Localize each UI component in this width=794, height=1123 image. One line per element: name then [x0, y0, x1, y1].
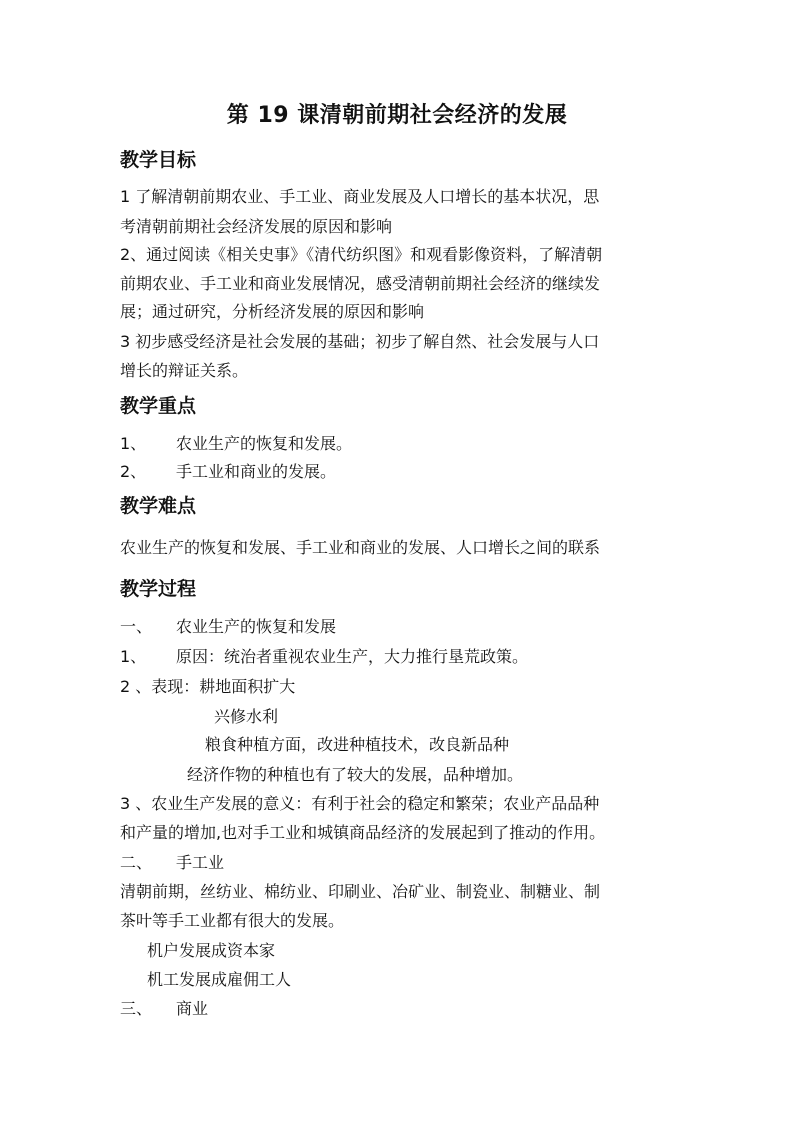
heading-process: 教学过程: [120, 578, 197, 600]
section-text: 商业: [176, 999, 209, 1018]
difficulty-text: 农业生产的恢复和发展、手工业和商业的发展、人口增长之间的联系: [120, 538, 601, 557]
section-heading: [120, 994, 680, 1024]
heading-objectives: 教学目标: [120, 149, 197, 171]
list-number: 二、: [120, 853, 153, 872]
key-point-item: [120, 429, 680, 459]
section-text: 农业生产的恢复和发展: [176, 617, 337, 636]
page-title: 第 19 课清朝前期社会经济的发展: [226, 103, 568, 128]
objective-line: 3 初步感受经济是社会发展的基础；初步了解自然、社会发展与人口: [120, 332, 600, 351]
list-number: 1、: [120, 647, 147, 666]
process-item: [120, 642, 680, 672]
key-point-text: 农业生产的恢复和发展。: [176, 434, 353, 453]
section-heading: [120, 848, 680, 878]
process-item: 3 、农业生产发展的意义：有利于社会的稳定和繁荣；农业产品品种: [120, 794, 600, 813]
list-number: 三、: [120, 999, 153, 1018]
process-text: 原因：统治者重视农业生产，大力推行垦荒政策。: [176, 647, 529, 666]
list-number: 一、: [120, 617, 153, 636]
list-number: 1、: [120, 434, 147, 453]
handicraft-line: 机工发展成雇佣工人: [147, 970, 292, 989]
objective-line: 考清朝前期社会经济发展的原因和影响: [120, 217, 393, 236]
objective-line: 增长的辩证关系。: [120, 361, 249, 380]
section-heading: [120, 612, 680, 642]
objective-line: 前期农业、手工业和商业发展情况，感受清朝前期社会经济的继续发: [120, 274, 601, 293]
handicraft-line: 机户发展成资本家: [147, 941, 276, 960]
handicraft-line: 茶叶等手工业都有很大的发展。: [120, 911, 345, 930]
heading-difficulties: 教学难点: [120, 495, 197, 517]
list-number: 2、: [120, 462, 147, 481]
heading-key-points: 教学重点: [120, 395, 197, 417]
objective-line: 1 了解清朝前期农业、手工业、商业发展及人口增长的基本状况，思: [120, 187, 600, 206]
key-point-item: [120, 457, 680, 487]
process-subitem: 粮食种植方面，改进种植技术，改良新品种: [205, 735, 510, 754]
section-text: 手工业: [176, 853, 225, 872]
process-subitem: 兴修水利: [214, 707, 279, 726]
process-item: 2 、表现：耕地面积扩大: [120, 677, 296, 696]
process-item: 和产量的增加,也对手工业和城镇商品经济的发展起到了推动的作用。: [120, 823, 606, 842]
objective-line: 展；通过研究，分析经济发展的原因和影响: [120, 302, 425, 321]
key-point-text: 手工业和商业的发展。: [176, 462, 337, 481]
objective-line: 2、通过阅读《相关史事》《清代纺织图》和观看影像资料，了解清朝: [120, 245, 603, 264]
process-subitem: 经济作物的种植也有了较大的发展，品种增加。: [187, 765, 524, 784]
handicraft-line: 清朝前期，丝纺业、棉纺业、印刷业、冶矿业、制瓷业、制糖业、制: [120, 882, 601, 901]
